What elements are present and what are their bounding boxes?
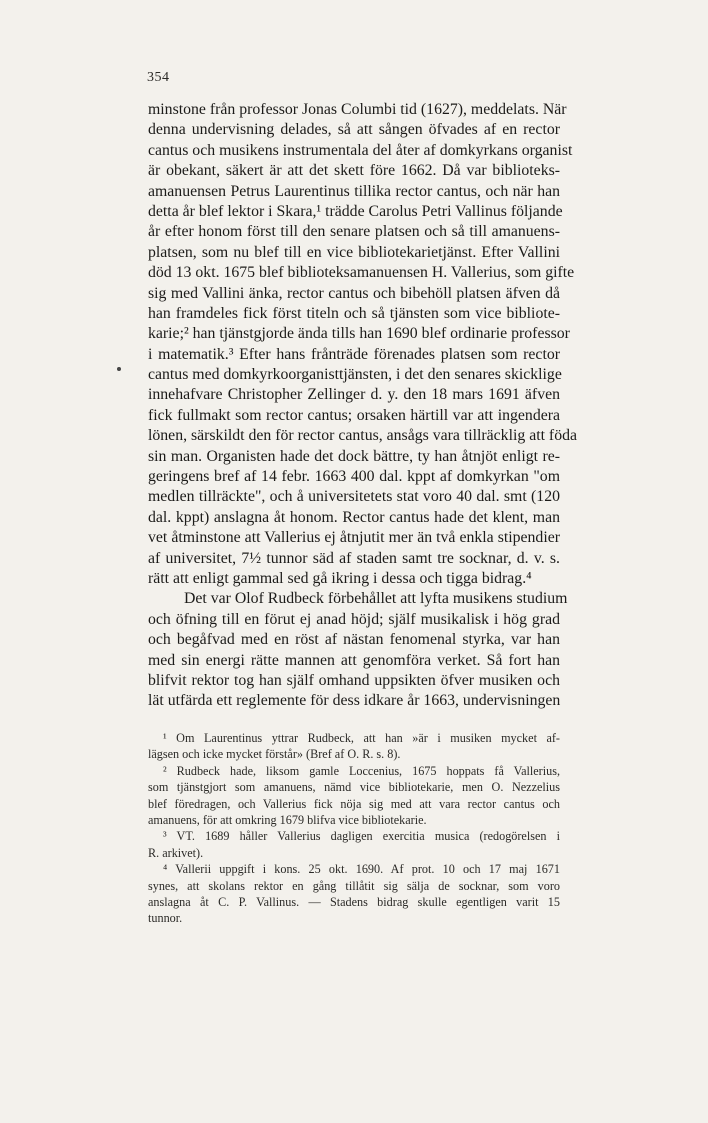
body-line: detta år blef lektor i Skara,¹ trädde Carolus Petri Vallinus följande: [148, 202, 563, 220]
footnote-line: ¹ Om Laurentinus yttrar Rudbeck, att han »är i musiken mycket af-: [163, 731, 560, 745]
body-line: af universitet, 7½ tunnor säd af staden samt tre socknar, d. v. s.: [148, 549, 560, 567]
footnote-line: ³ VT. 1689 håller Vallerius dagligen exercitia musica (redogörelsen i: [163, 829, 560, 844]
footnote-line: blef föredragen, och Vallerius fick nöja sig med att vara rector cantus och: [148, 796, 560, 811]
footnotes: [148, 730, 560, 927]
body-line: blifvit rektor tog han själf omhand uppsikten öfver musiken och: [148, 671, 560, 689]
footnote-line: lägsen och icke mycket förstår» (Bref af O. R. s. 8).: [148, 747, 401, 762]
body-line: sig med Vallini änka, rector cantus och bibehöll platsen äfven då: [148, 284, 560, 302]
footnote-4: [148, 861, 560, 927]
footnote-line: tunnor.: [148, 911, 183, 926]
body-line: cantus med domkyrkoorganisttjänsten, i det den senares skicklige: [148, 366, 562, 384]
body-line: vet åtminstone att Vallerius ej åtnjutit mer än två enkla stipendier: [148, 529, 560, 547]
page-number: 354: [147, 70, 170, 85]
body-line: minstone från professor Jonas Columbi tid (1627), meddelats. När: [148, 101, 567, 118]
body-line: Det var Olof Rudbeck förbehållet att lyfta musikens studium: [184, 590, 568, 608]
body-line: sin man. Organisten hade det dock bättre, ty han åtnjöt enligt re-: [148, 447, 560, 465]
footnote-line: R. arkivet).: [148, 845, 204, 860]
body-line: geringens bref af 14 febr. 1663 400 dal. kppt af domkyrkan "om: [148, 468, 560, 486]
body-line: medlen tillräckte", och å universitetets stat voro 40 dal. smt (120: [148, 488, 560, 506]
footnote-line: som tjänstgjort som amanuens, nämd vice bibliotekarie, men O. Nezzelius: [148, 780, 560, 795]
body-line: år efter honom först till den senare platsen och så till amanuens-: [148, 223, 560, 241]
body-line: död 13 okt. 1675 blef biblioteksamanuensen H. Vallerius, som gifte: [148, 264, 575, 282]
footnote-line: ⁴ Vallerii uppgift i kons. 25 okt. 1690. Af prot. 10 och 17 maj 1671: [163, 862, 560, 877]
body-line: är obekant, säkert är att det skett före 1662. Då var biblioteks-: [148, 162, 560, 180]
footnote-2: [148, 763, 560, 829]
body-line: denna undervisning delades, så att sången öfvades af en rector: [148, 121, 560, 139]
body-line: dal. kppt) anslagna åt honom. Rector cantus hade det klent, man: [148, 508, 560, 526]
body-line: karie;² han tjänstgjorde ända tills han 1690 blef ordinarie professor: [148, 325, 570, 343]
body-line: platsen, som nu blef till en vice bibliotekarietjänst. Efter Vallini: [148, 243, 560, 261]
body-line: amanuensen Petrus Laurentinus tillika rector cantus, och när han: [148, 182, 560, 200]
body-line: cantus och musikens instrumentala del åter af domkyrkans organist: [148, 141, 573, 159]
footnote-line: synes, att skolans rektor en gång tillåtit sig sälja de socknar, som voro: [148, 878, 560, 893]
footnote-1: [148, 730, 560, 763]
body-line: rätt att enligt gammal sed gå ikring i dessa och tigga bidrag.⁴: [148, 569, 532, 587]
footnote-line: anslagna åt C. P. Vallinus. — Stadens bidrag skulle egentligen varit 15: [148, 894, 560, 909]
body-line: med sin energi rätte mannen att genomföra verket. Så fort han: [148, 651, 560, 669]
footnote-line: amanuens, för att omkring 1679 blifva vice bibliotekarie.: [148, 812, 427, 827]
body-line: och begåfvad med en röst af nästan fenomenal styrka, var han: [148, 631, 560, 649]
body-line: lönen, särskildt den för rector cantus, ansågs vara tillräcklig att föda: [148, 427, 577, 445]
body-line: lät utfärda ett reglemente för dess idkare år 1663, undervisningen: [148, 692, 561, 710]
body-line: innehafvare Christopher Zellinger d. y. den 18 mars 1691 äfven: [148, 386, 560, 404]
footnote-3: [148, 828, 560, 861]
margin-dot-mark: [117, 367, 121, 371]
body-line: och öfning till en förut ej anad höjd; själf musikalisk i hög grad: [148, 610, 560, 628]
body-line: han framdeles fick först titeln och så tjänsten som vice bibliote-: [148, 304, 560, 322]
footnote-line: ² Rudbeck hade, liksom gamle Loccenius, 1675 hoppats få Vallerius,: [163, 763, 560, 778]
body-line: i matematik.³ Efter hans frånträde förenades platsen som rector: [148, 345, 560, 363]
body-text: [148, 100, 577, 712]
body-line: fick fullmakt som rector cantus; orsaken härtill var att ingendera: [148, 406, 560, 424]
